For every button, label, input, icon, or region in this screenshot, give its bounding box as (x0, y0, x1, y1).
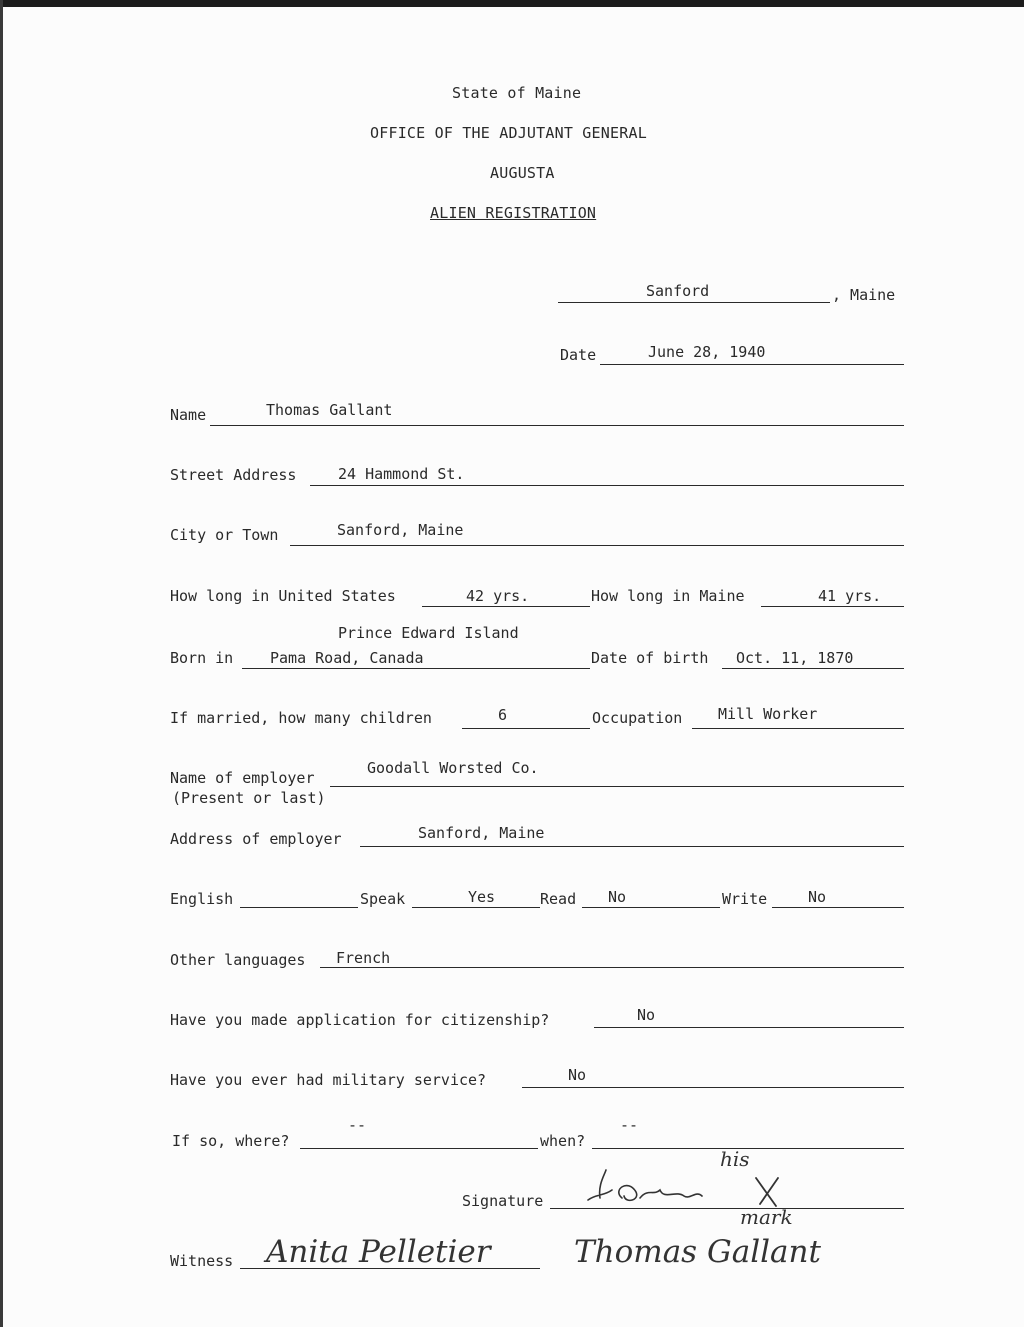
born-label: Born in (170, 649, 234, 667)
name-value: Thomas Gallant (266, 401, 393, 419)
employer-label: Name of employer (170, 769, 315, 787)
military-label: Have you ever had military service? (170, 1071, 487, 1089)
write-label: Write (722, 890, 768, 908)
read-value: No (608, 888, 627, 906)
date-value: June 28, 1940 (648, 343, 766, 361)
name-label: Name (170, 406, 207, 424)
street-label: Street Address (170, 466, 297, 484)
header-state: State of Maine (452, 84, 582, 102)
where-label: If so, where? (172, 1132, 290, 1150)
handwritten-mark: mark (740, 1205, 793, 1229)
handwritten-witness-name: Anita Pelletier (266, 1234, 491, 1270)
children-label: If married, how many children (170, 709, 432, 727)
us-years-value: 42 yrs. (466, 587, 530, 605)
header-title: ALIEN REGISTRATION (430, 204, 597, 222)
english-label: English (170, 890, 234, 908)
born-value-line2: Pama Road, Canada (270, 649, 424, 667)
city-value: Sanford, Maine (337, 521, 464, 539)
us-years-label: How long in United States (170, 587, 396, 605)
where-value: -- (348, 1116, 367, 1134)
location-value: Sanford (646, 282, 710, 300)
citizenship-value: No (637, 1006, 656, 1024)
write-value: No (808, 888, 827, 906)
speak-value: Yes (468, 888, 496, 906)
employer-value: Goodall Worsted Co. (367, 759, 539, 777)
when-value: -- (620, 1116, 639, 1134)
military-value: No (568, 1066, 587, 1084)
born-value-line1: Prince Edward Island (338, 624, 519, 642)
occupation-label: Occupation (592, 709, 683, 727)
scribble-signature-mark (588, 1170, 778, 1206)
languages-label: Other languages (170, 951, 306, 969)
employer-sublabel: (Present or last) (172, 789, 326, 807)
employer-address-label: Address of employer (170, 830, 342, 848)
signature-label: Signature (462, 1192, 544, 1210)
occupation-value: Mill Worker (718, 705, 818, 723)
dob-label: Date of birth (591, 649, 709, 667)
when-label: when? (540, 1132, 586, 1150)
speak-label: Speak (360, 890, 406, 908)
read-label: Read (540, 890, 577, 908)
maine-years-value: 41 yrs. (818, 587, 882, 605)
children-value: 6 (498, 706, 508, 724)
header-city: AUGUSTA (490, 164, 555, 182)
employer-address-value: Sanford, Maine (418, 824, 545, 842)
maine-years-label: How long in Maine (591, 587, 745, 605)
city-label: City or Town (170, 526, 279, 544)
witness-label: Witness (170, 1252, 234, 1270)
header-office: OFFICE OF THE ADJUTANT GENERAL (370, 124, 647, 142)
location-suffix: , Maine (832, 286, 896, 304)
dob-value: Oct. 11, 1870 (736, 649, 854, 667)
street-value: 24 Hammond St. (338, 465, 465, 483)
date-label: Date (560, 346, 597, 364)
handwritten-signer-name: Thomas Gallant (574, 1234, 821, 1270)
handwritten-his: his (720, 1147, 750, 1171)
citizenship-label: Have you made application for citizenship? (170, 1011, 550, 1029)
languages-value: French (336, 949, 391, 967)
